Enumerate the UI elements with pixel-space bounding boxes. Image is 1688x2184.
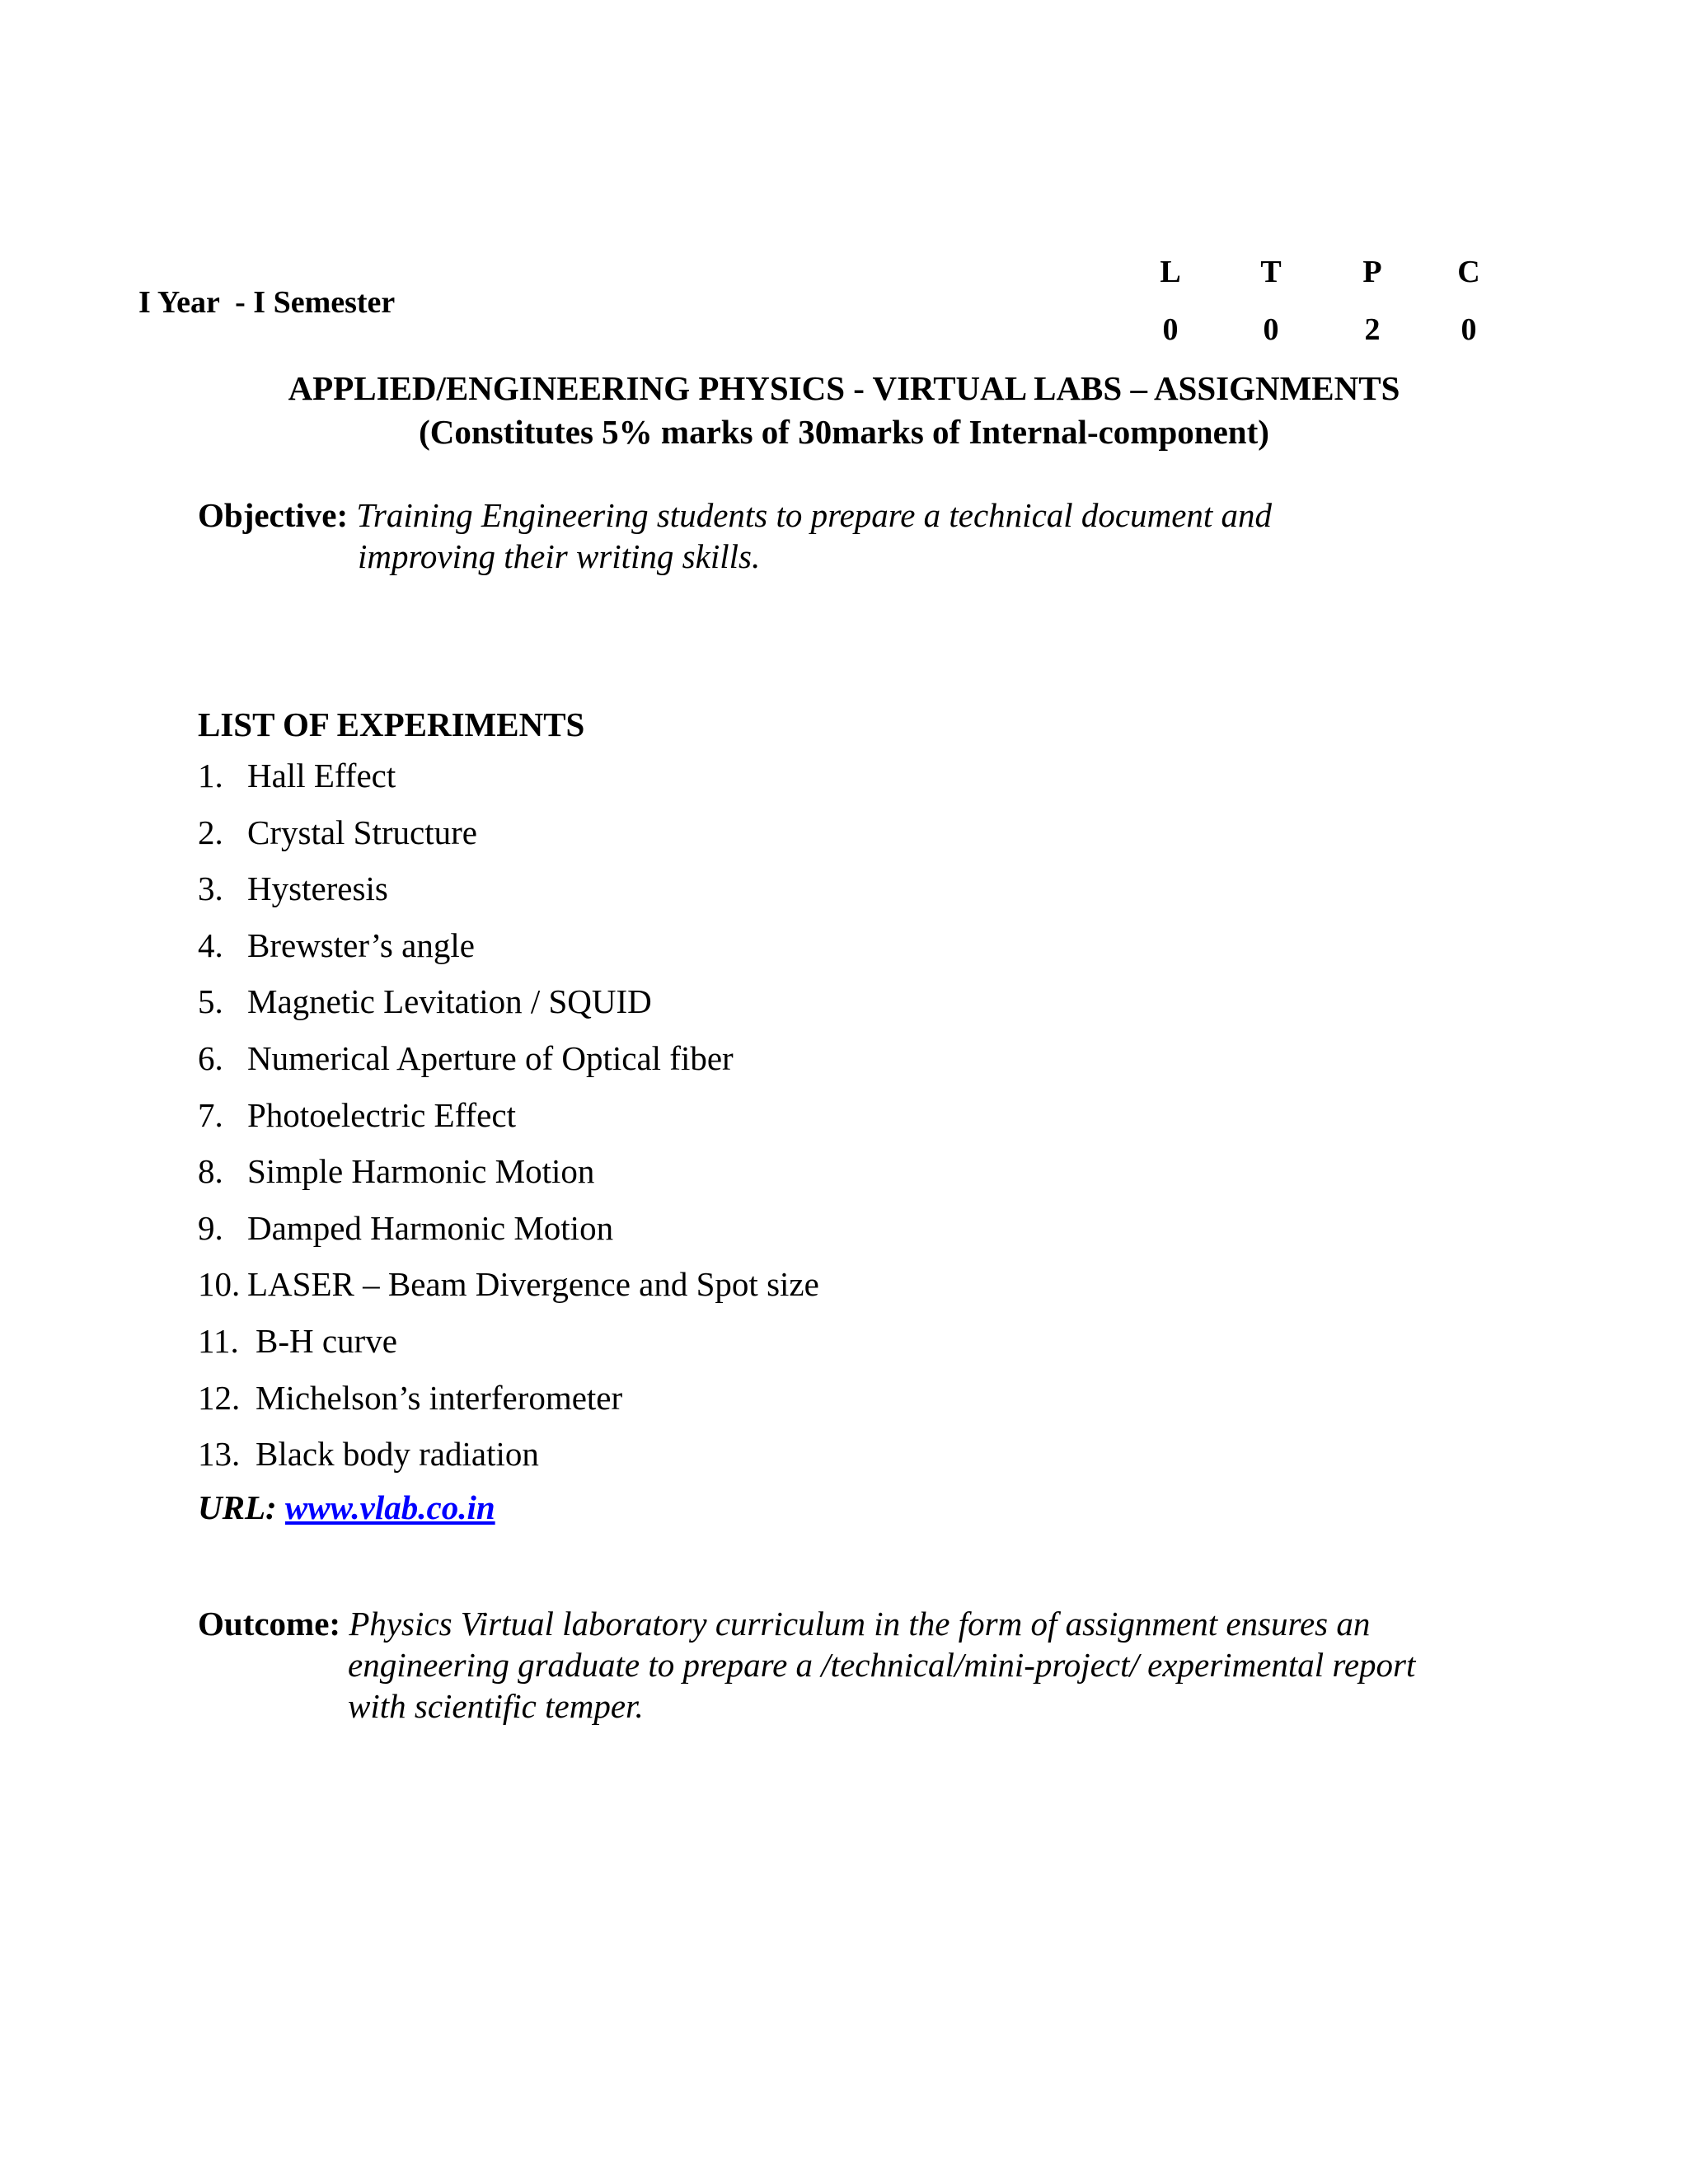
- ltpc-value-l: 0: [1162, 312, 1179, 347]
- list-item: [198, 1432, 819, 1489]
- list-item-text: Simple Harmonic Motion: [247, 1152, 595, 1191]
- list-item-number: 12.: [198, 1378, 241, 1417]
- semester-label: I Year - I Semester: [138, 285, 396, 320]
- list-item-text: B-H curve: [256, 1321, 397, 1360]
- list-item: [198, 1376, 819, 1433]
- objective-text-line1: Training Engineering students to prepare a technical document and: [356, 496, 1273, 534]
- objective-label: Objective:: [198, 496, 349, 534]
- outcome-section: [198, 1603, 1582, 1727]
- list-item-number: 7.: [198, 1095, 223, 1134]
- list-item-number: 2.: [198, 813, 223, 851]
- list-item-text: Hysteresis: [247, 869, 388, 908]
- ltpc-value-t: 0: [1263, 312, 1279, 347]
- url-line: [198, 1488, 495, 1527]
- list-item-number: 6.: [198, 1038, 223, 1077]
- list-item-number: 4.: [198, 926, 223, 964]
- list-item-number: 8.: [198, 1152, 223, 1191]
- ltpc-label-t: T: [1260, 255, 1282, 289]
- list-item-text: Crystal Structure: [247, 813, 477, 851]
- list-item-text: Michelson’s interferometer: [256, 1378, 623, 1417]
- outcome-text-line2: engineering graduate to prepare a /technical/mini-project/ experimental report: [348, 1646, 1416, 1684]
- page-subtitle: (Constitutes 5% marks of 30marks of Internal-component): [419, 413, 1269, 451]
- list-item: [198, 754, 819, 811]
- outcome-label: Outcome:: [198, 1605, 341, 1643]
- list-item-number: 13.: [198, 1435, 241, 1474]
- ltpc-label-l: L: [1160, 255, 1181, 289]
- experiments-list: [198, 754, 819, 1489]
- list-item-number: 3.: [198, 869, 223, 908]
- list-item-number: 10.: [198, 1265, 241, 1304]
- list-item: [198, 811, 819, 868]
- ltpc-label-p: P: [1362, 255, 1382, 289]
- list-item: [198, 1263, 819, 1319]
- list-item: [198, 1319, 819, 1376]
- list-item-text: Brewster’s angle: [247, 926, 475, 964]
- list-item: [198, 867, 819, 924]
- list-item: [198, 924, 819, 981]
- objective-text-line2: improving their writing skills.: [358, 537, 761, 575]
- list-item-text: Numerical Aperture of Optical fiber: [247, 1038, 734, 1077]
- list-item: [198, 980, 819, 1037]
- ltpc-label-c: C: [1457, 255, 1480, 289]
- list-item-text: Black body radiation: [256, 1435, 539, 1474]
- experiments-heading: LIST OF EXPERIMENTS: [198, 705, 585, 743]
- list-item-number: 1.: [198, 757, 223, 794]
- url-label: URL:: [198, 1488, 277, 1526]
- list-item: [198, 1207, 819, 1263]
- list-item-number: 11.: [198, 1321, 239, 1360]
- outcome-text-line1: Physics Virtual laboratory curriculum in the form of assignment ensures an: [349, 1605, 1371, 1643]
- ltpc-value-c: 0: [1461, 312, 1477, 347]
- vlab-link[interactable]: www.vlab.co.in: [284, 1488, 495, 1526]
- list-item-text: Magnetic Levitation / SQUID: [247, 982, 652, 1021]
- list-item-number: 9.: [198, 1208, 223, 1247]
- ltpc-value-p: 2: [1364, 312, 1381, 347]
- list-item-text: Damped Harmonic Motion: [247, 1208, 614, 1247]
- list-item: [198, 1037, 819, 1094]
- list-item: [198, 1094, 819, 1151]
- list-item-text: Photoelectric Effect: [247, 1095, 516, 1134]
- outcome-text-line3: with scientific temper.: [348, 1687, 644, 1725]
- list-item: [198, 1150, 819, 1207]
- page-title: APPLIED/ENGINEERING PHYSICS - VIRTUAL LABS – ASSIGNMENTS: [288, 369, 1400, 407]
- list-item-text: Hall Effect: [247, 757, 396, 794]
- list-item-text: LASER – Beam Divergence and Spot size: [247, 1265, 819, 1304]
- objective-section: [198, 494, 1517, 577]
- list-item-number: 5.: [198, 982, 223, 1021]
